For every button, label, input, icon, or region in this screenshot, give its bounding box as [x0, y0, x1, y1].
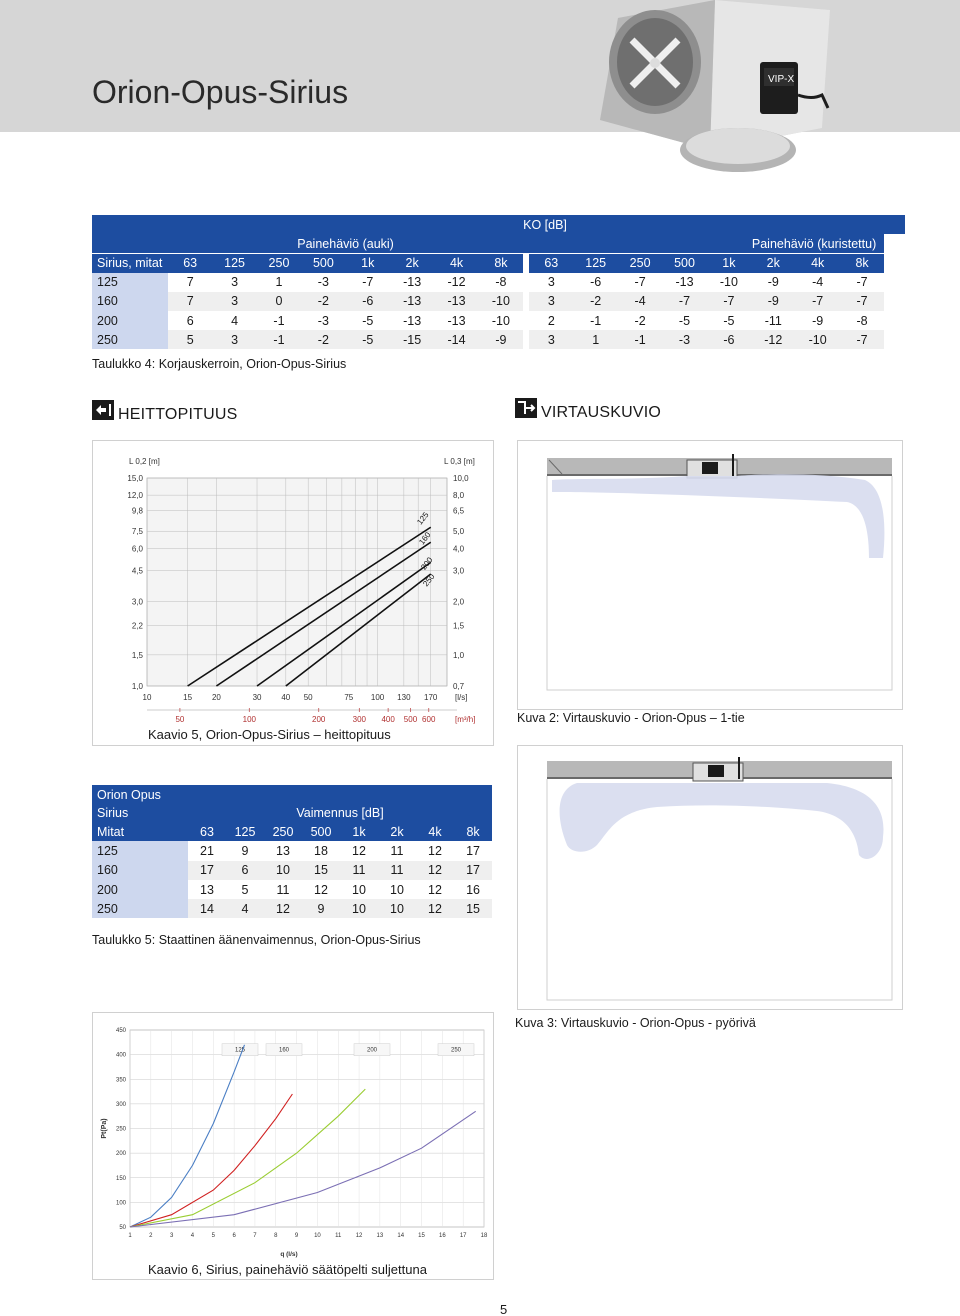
value-cell: 3: [212, 273, 256, 292]
frequency-header: 250: [264, 822, 302, 841]
row-label-header: Mitat: [92, 822, 188, 841]
value-cell: -5: [346, 330, 390, 349]
x-tick-label: 9: [294, 1233, 299, 1239]
left-tick-label: 1,0: [131, 682, 143, 691]
m3h-tick-label: 500: [403, 715, 418, 724]
table5-header-row-2: [92, 822, 492, 841]
page-title: Orion-Opus-Sirius: [92, 74, 349, 110]
m3h-tick-label: 50: [175, 715, 185, 724]
value-cell: -10: [479, 311, 523, 330]
value-cell: 7: [168, 273, 212, 292]
x-tick-label: 6: [232, 1233, 236, 1239]
x-tick-label: 16: [439, 1233, 446, 1239]
table-row: [92, 330, 905, 349]
legend-label: 200: [366, 1047, 378, 1054]
table-row: [92, 861, 492, 880]
value-cell: -2: [618, 311, 662, 330]
frequency-header: 1k: [340, 822, 378, 841]
table4-header-row-2: [92, 234, 905, 253]
value-cell: -6: [574, 273, 618, 292]
value-cell: 9: [302, 899, 340, 918]
frequency-header: 8k: [840, 253, 884, 272]
kuva2-caption: Kuva 2: Virtauskuvio - Orion-Opus – 1-tie: [517, 711, 745, 725]
value-cell: 16: [454, 880, 492, 899]
value-cell: -13: [434, 292, 478, 311]
correction-table: [92, 215, 905, 349]
right-tick-label: 0,7: [453, 682, 465, 691]
value-cell: -6: [707, 330, 751, 349]
value-cell: 12: [416, 861, 454, 880]
value-cell: 10: [340, 899, 378, 918]
value-cell: 11: [378, 841, 416, 860]
value-cell: 17: [454, 841, 492, 860]
table5-caption: Taulukko 5: Staattinen äänenvaimennus, Orion-Opus-Sirius: [92, 933, 421, 947]
throw-length-title: HEITTOPITUUS: [118, 406, 238, 423]
table-row: [92, 899, 492, 918]
x-tick-label: 4: [190, 1233, 195, 1239]
frequency-header: 63: [188, 822, 226, 841]
value-cell: -6: [346, 292, 390, 311]
value-cell: 10: [264, 861, 302, 880]
left-tick-label: 7,5: [131, 527, 143, 537]
value-cell: -15: [390, 330, 434, 349]
right-tick-label: 6,5: [453, 506, 465, 516]
frequency-header: 500: [662, 253, 706, 272]
series-label: 200: [419, 555, 435, 572]
frequency-header: 63: [529, 253, 573, 272]
m3h-tick-label: 300: [352, 715, 367, 724]
right-axis-label: L 0,3 [m]: [444, 457, 475, 466]
x-tick-label: 10: [314, 1233, 321, 1239]
x-axis-label: q (l/s): [280, 1251, 298, 1258]
value-cell: 1: [257, 273, 301, 292]
size-cell: 125: [92, 273, 168, 292]
flow-pattern-title: VIRTAUSKUVIO: [541, 404, 662, 421]
value-cell: 10: [378, 899, 416, 918]
frequency-header: 125: [226, 822, 264, 841]
value-cell: 4: [212, 311, 256, 330]
value-cell: -12: [434, 273, 478, 292]
m3h-tick-label: 200: [312, 715, 326, 724]
value-cell: -1: [574, 311, 618, 330]
value-cell: -14: [434, 330, 478, 349]
flow-pattern-2-illustration: [517, 745, 903, 1010]
table4-header-row-1: [92, 215, 905, 234]
value-cell: -1: [257, 330, 301, 349]
series-label: 125: [415, 510, 431, 527]
frequency-header: 250: [257, 253, 301, 272]
value-cell: 3: [529, 273, 573, 292]
value-cell: -8: [840, 311, 884, 330]
y-tick-label: 200: [115, 1151, 126, 1158]
kuva3-caption: Kuva 3: Virtauskuvio - Orion-Opus - pyörivä: [515, 1016, 756, 1030]
x-tick-label: 50: [303, 693, 313, 702]
value-cell: -3: [301, 311, 345, 330]
value-cell: 12: [416, 880, 454, 899]
size-cell: 200: [92, 311, 168, 330]
header-spacer: [92, 215, 523, 234]
frequency-header: 500: [301, 253, 345, 272]
frequency-header: 125: [212, 253, 256, 272]
page-number: 5: [500, 1302, 508, 1316]
series-label: 250: [421, 572, 437, 589]
x-tick-label: 20: [211, 693, 221, 702]
value-cell: -9: [795, 311, 839, 330]
frequency-header: 1k: [346, 253, 390, 272]
throw-chart: [92, 440, 494, 746]
x-tick-label: 40: [281, 693, 291, 702]
y-tick-label: 50: [119, 1225, 126, 1231]
value-cell: 6: [226, 861, 264, 880]
value-cell: -7: [840, 273, 884, 292]
value-cell: -9: [751, 292, 795, 311]
frequency-header: 8k: [454, 822, 492, 841]
table4-caption: Taulukko 4: Korjauskerroin, Orion-Opus-Sirius: [92, 357, 347, 371]
value-cell: -4: [618, 292, 662, 311]
x-tick-label: 1: [128, 1233, 132, 1239]
flow-pattern-1-illustration: [517, 440, 903, 710]
x-tick-label: 15: [183, 693, 193, 702]
value-cell: 17: [188, 861, 226, 880]
size-cell: 250: [92, 899, 188, 918]
value-cell: 9: [226, 841, 264, 860]
value-cell: 3: [529, 330, 573, 349]
group-open-header: Painehäviö (auki): [168, 234, 523, 253]
value-cell: 4: [226, 899, 264, 918]
value-cell: 3: [529, 292, 573, 311]
value-cell: -7: [618, 273, 662, 292]
frequency-header: 2k: [390, 253, 434, 272]
frequency-header: 250: [618, 253, 662, 272]
x-tick-label: 130: [397, 693, 411, 702]
value-cell: -7: [795, 292, 839, 311]
legend-label: 160: [278, 1047, 290, 1054]
right-tick-label: 1,5: [453, 621, 465, 631]
value-cell: 13: [264, 841, 302, 860]
value-cell: -9: [479, 330, 523, 349]
frequency-header: 125: [574, 253, 618, 272]
value-cell: -13: [390, 273, 434, 292]
chart6-caption: Kaavio 6, Sirius, painehäviö säätöpelti suljettuna: [148, 1262, 427, 1277]
chart5-caption: Kaavio 5, Orion-Opus-Sirius – heittopituus: [148, 727, 391, 742]
header-spacer: [92, 234, 168, 253]
throw-length-icon: [92, 400, 114, 420]
x-tick-label: 30: [252, 693, 262, 702]
pressure-chart: [92, 1012, 494, 1280]
value-cell: -13: [390, 292, 434, 311]
value-cell: 12: [264, 899, 302, 918]
value-cell: -12: [751, 330, 795, 349]
value-cell: -11: [751, 311, 795, 330]
legend-label: 125: [234, 1047, 246, 1054]
value-cell: 12: [340, 841, 378, 860]
table5-header-title: Vaimennus [dB]: [188, 785, 492, 822]
y-tick-label: 450: [115, 1028, 126, 1034]
table5-header-row-1: [92, 785, 492, 822]
left-tick-label: 9,8: [131, 506, 143, 516]
value-cell: -2: [301, 330, 345, 349]
value-cell: -2: [574, 292, 618, 311]
x-tick-label: 3: [169, 1233, 174, 1239]
value-cell: 11: [340, 861, 378, 880]
value-cell: -5: [662, 311, 706, 330]
frequency-header: 4k: [434, 253, 478, 272]
value-cell: -5: [346, 311, 390, 330]
value-cell: 6: [168, 311, 212, 330]
y-tick-label: 300: [115, 1101, 126, 1108]
value-cell: 1: [574, 330, 618, 349]
frequency-header: 2k: [751, 253, 795, 272]
right-tick-label: 2,0: [453, 597, 465, 607]
value-cell: 3: [212, 330, 256, 349]
series-label: 160: [417, 530, 433, 547]
size-cell: 160: [92, 292, 168, 311]
x-tick-label: 18: [480, 1233, 488, 1239]
value-cell: -10: [795, 330, 839, 349]
value-cell: 10: [378, 880, 416, 899]
frequency-header: 4k: [416, 822, 454, 841]
value-cell: -10: [479, 292, 523, 311]
value-cell: -1: [257, 311, 301, 330]
value-cell: -10: [707, 273, 751, 292]
table-row: [92, 880, 492, 899]
value-cell: 15: [454, 899, 492, 918]
value-cell: 5: [226, 880, 264, 899]
value-cell: 14: [188, 899, 226, 918]
x-tick-label: 14: [397, 1233, 405, 1239]
product-image: [560, 0, 860, 175]
y-axis-label: Pt(Pa): [101, 1118, 108, 1139]
frequency-header: 2k: [378, 822, 416, 841]
value-cell: -2: [301, 292, 345, 311]
table-row: [92, 273, 905, 292]
value-cell: 18: [302, 841, 340, 860]
value-cell: -9: [751, 273, 795, 292]
value-cell: -4: [795, 273, 839, 292]
size-cell: 125: [92, 841, 188, 860]
x-tick-label: 7: [253, 1233, 257, 1239]
x-tick-label: 17: [459, 1233, 467, 1239]
left-tick-label: 4,5: [131, 566, 143, 576]
value-cell: -13: [434, 311, 478, 330]
table5-header-label: Orion Opus Sirius: [92, 785, 188, 822]
value-cell: -7: [662, 292, 706, 311]
value-cell: 21: [188, 841, 226, 860]
value-cell: 12: [302, 880, 340, 899]
left-tick-label: 2,2: [131, 621, 143, 631]
ko-header: KO [dB]: [523, 215, 905, 234]
group-throttled-header: Painehäviö (kuristettu): [529, 234, 884, 253]
value-cell: 0: [257, 292, 301, 311]
x-tick-label: 170: [424, 693, 438, 702]
x-unit-m3h: [m³/h]: [455, 715, 476, 724]
value-cell: -1: [618, 330, 662, 349]
x-tick-label: 10: [142, 693, 152, 702]
table-row: [92, 292, 905, 311]
x-tick-label: 75: [344, 693, 354, 702]
value-cell: 3: [212, 292, 256, 311]
table4-header-row-3: [92, 253, 905, 272]
table-row: [92, 841, 492, 860]
left-axis-label: L 0,2 [m]: [129, 457, 160, 466]
value-cell: 12: [416, 841, 454, 860]
frequency-header: 4k: [795, 253, 839, 272]
left-tick-label: 15,0: [127, 474, 143, 483]
value-cell: 10: [340, 880, 378, 899]
value-cell: -8: [479, 273, 523, 292]
value-cell: 12: [416, 899, 454, 918]
value-cell: -3: [301, 273, 345, 292]
product-label: VIP-X: [768, 74, 795, 85]
row-label-header: Sirius, mitat: [92, 253, 168, 272]
m3h-tick-label: 400: [381, 715, 395, 724]
x-tick-label: 11: [335, 1233, 342, 1239]
right-tick-label: 5,0: [453, 527, 465, 537]
m3h-tick-label: 100: [242, 715, 256, 724]
value-cell: -5: [707, 311, 751, 330]
x-tick-label: 8: [274, 1233, 278, 1239]
flow-pattern-icon: [515, 398, 537, 418]
value-cell: -13: [390, 311, 434, 330]
value-cell: -7: [707, 292, 751, 311]
x-tick-label: 100: [370, 693, 385, 702]
size-cell: 200: [92, 880, 188, 899]
x-tick-label: 12: [355, 1233, 363, 1239]
y-tick-label: 100: [115, 1200, 126, 1207]
x-unit-ls: [l/s]: [455, 693, 468, 702]
right-tick-label: 8,0: [453, 491, 465, 501]
m3h-tick-label: 600: [422, 715, 436, 724]
value-cell: -3: [662, 330, 706, 349]
right-tick-label: 1,0: [453, 650, 465, 660]
y-tick-label: 400: [115, 1052, 126, 1059]
x-tick-label: 2: [149, 1233, 153, 1239]
value-cell: 15: [302, 861, 340, 880]
right-tick-label: 4,0: [453, 544, 465, 554]
y-tick-label: 150: [115, 1175, 126, 1182]
size-cell: 250: [92, 330, 168, 349]
x-tick-label: 15: [418, 1233, 425, 1239]
right-tick-label: 10,0: [453, 474, 469, 483]
size-cell: 160: [92, 861, 188, 880]
value-cell: -7: [840, 292, 884, 311]
value-cell: 11: [378, 861, 416, 880]
frequency-header: 63: [168, 253, 212, 272]
frequency-header: 500: [302, 822, 340, 841]
value-cell: -7: [840, 330, 884, 349]
left-tick-label: 1,5: [131, 650, 143, 660]
value-cell: -7: [346, 273, 390, 292]
frequency-header: 8k: [479, 253, 523, 272]
left-tick-label: 3,0: [131, 597, 143, 607]
left-tick-label: 12,0: [127, 491, 143, 501]
value-cell: 17: [454, 861, 492, 880]
value-cell: 11: [264, 880, 302, 899]
right-tick-label: 3,0: [453, 566, 465, 576]
x-tick-label: 13: [376, 1233, 384, 1239]
frequency-header: 1k: [707, 253, 751, 272]
value-cell: -13: [662, 273, 706, 292]
value-cell: 5: [168, 330, 212, 349]
value-cell: 7: [168, 292, 212, 311]
x-tick-label: 5: [211, 1233, 215, 1239]
left-tick-label: 6,0: [131, 544, 143, 554]
attenuation-table: [92, 785, 492, 918]
value-cell: 2: [529, 311, 573, 330]
y-tick-label: 250: [115, 1126, 126, 1133]
table-row: [92, 311, 905, 330]
value-cell: 13: [188, 880, 226, 899]
legend-label: 250: [450, 1047, 462, 1054]
y-tick-label: 350: [115, 1077, 126, 1084]
